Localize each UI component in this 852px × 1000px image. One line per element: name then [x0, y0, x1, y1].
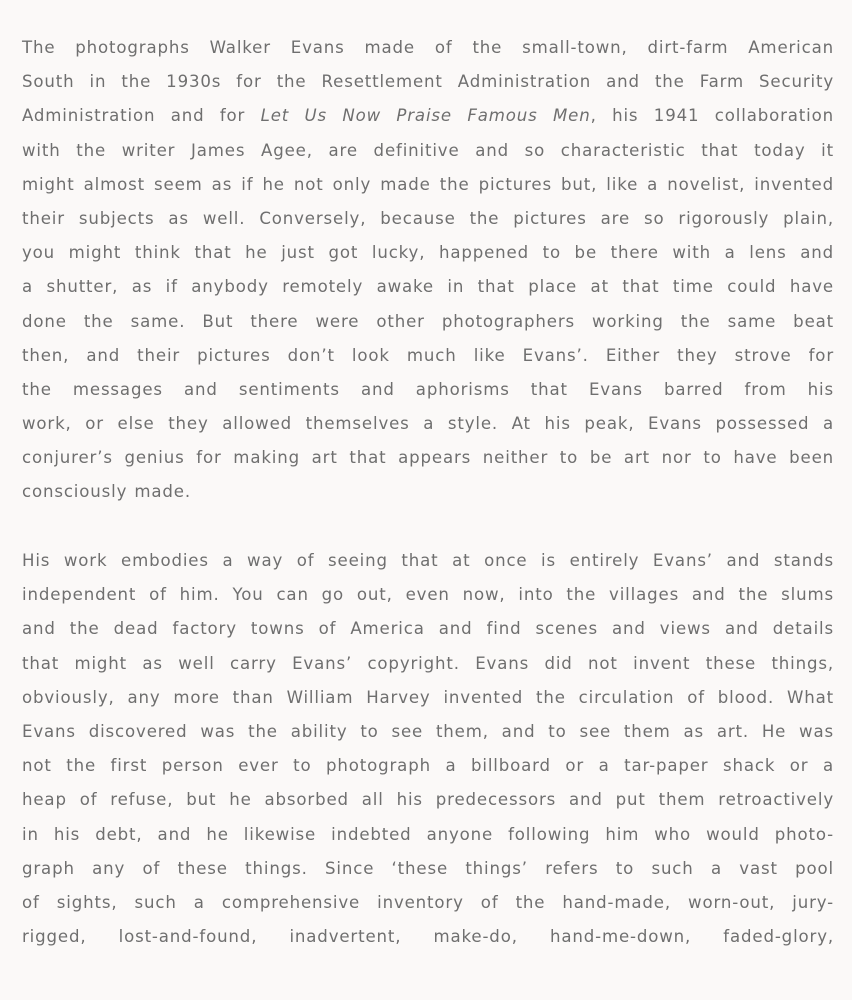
- text-line: independent of him. You can go out, even now, into the villages and the slums: [22, 585, 834, 605]
- text-line: His work embodies a way of seeing that at once is entirely Evans’ and stands: [22, 551, 834, 570]
- text-line: South in the 1930s for the Resettlement Administration and the Farm Security: [22, 72, 834, 92]
- text-line: graph any of these things. Since ‘these things’ refers to such a vast pool: [22, 858, 834, 878]
- text-line: [22, 99, 834, 133]
- text-fragment: Administration and for: [22, 106, 261, 126]
- paragraph-2: [22, 544, 834, 954]
- text-line: in his debt, and he likewise indebted anyone following him who would photo-: [22, 824, 834, 844]
- text-line: then, and their pictures don’t look much like Evans’. Either they strove for: [22, 345, 834, 365]
- text-line: consciously made.: [22, 482, 191, 502]
- book-title: Let Us Now Praise Famous Men: [260, 106, 591, 126]
- text-line: with the writer James Agee, are definitive and so characteristic that today it: [22, 140, 834, 160]
- text-line: of sights, such a comprehensive inventory of the hand-made, worn-out, jury-: [22, 892, 834, 912]
- text-line: conjurer’s genius for making art that appears neither to be art nor to have been: [22, 448, 834, 468]
- text-line: heap of refuse, but he absorbed all his predecessors and put them retroactively: [22, 790, 834, 810]
- text-line: and the dead factory towns of America and find scenes and views and details: [22, 619, 834, 639]
- paragraph-1: [22, 31, 834, 510]
- text-line: might almost seem as if he not only made the pictures but, like a novelist, invented: [22, 174, 834, 194]
- text-fragment: , his 1941 collaboration: [590, 106, 834, 126]
- text-line: Evans discovered was the ability to see them, and to see them as art. He was: [22, 721, 834, 741]
- text-line: a shutter, as if anybody remotely awake in that place at that time could have: [22, 277, 834, 297]
- text-line: done the same. But there were other photographers working the same beat: [22, 311, 834, 331]
- text-line: their subjects as well. Conversely, because the pictures are so rigorously plain,: [22, 208, 834, 228]
- text-line: you might think that he just got lucky, happened to be there with a lens and: [22, 243, 834, 263]
- text-line: not the first person ever to photograph a billboard or a tar-paper shack or a: [22, 756, 834, 776]
- text-line: work, or else they allowed themselves a style. At his peak, Evans possessed a: [22, 414, 834, 434]
- text-line: the messages and sentiments and aphorisms that Evans barred from his: [22, 379, 834, 399]
- text-line: that might as well carry Evans’ copyright. Evans did not invent these things,: [22, 653, 834, 673]
- text-line: rigged, lost-and-found, inadvertent, make-do, hand-me-down, faded-glory,: [22, 927, 834, 947]
- text-line: obviously, any more than William Harvey invented the circulation of blood. What: [22, 687, 834, 707]
- text-line: The photographs Walker Evans made of the small-town, dirt-farm American: [22, 38, 834, 57]
